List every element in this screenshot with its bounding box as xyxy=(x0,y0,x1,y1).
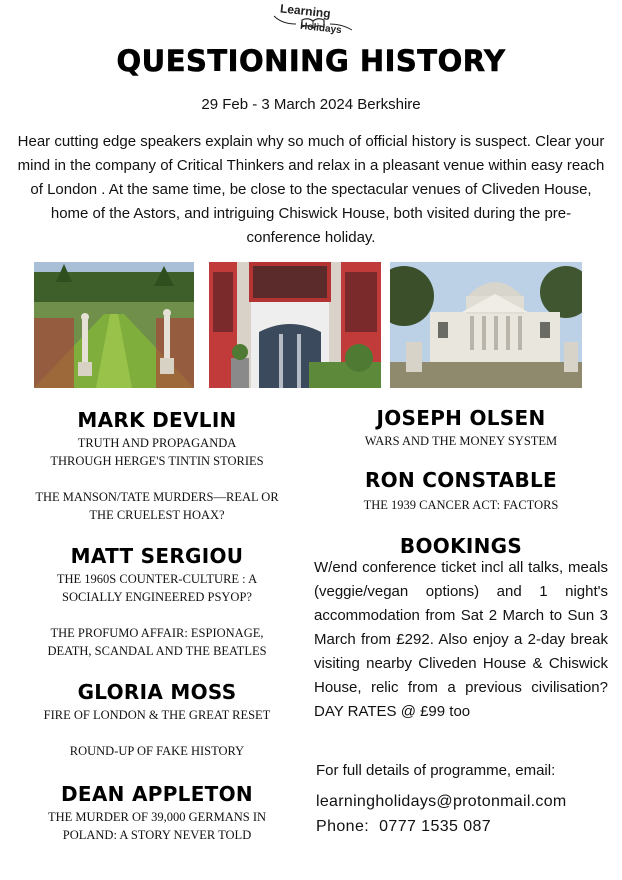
hotel-entrance-photo xyxy=(209,262,381,388)
talk-fire-of-london: FIRE OF LONDON & THE GREAT RESET xyxy=(43,708,271,722)
talk-money-system: WARS AND THE MONEY SYSTEM xyxy=(364,434,558,448)
date-location: 29 Feb - 3 March 2024 Berkshire xyxy=(201,96,421,113)
day-rates: DAY RATES @ £99 xyxy=(314,703,446,720)
speaker-matt-sergiou: MATT SERGIOU xyxy=(70,544,244,568)
phone-line xyxy=(316,818,491,836)
talk-profumo: THE PROFUMO AFFAIR: ESPIONAGE, DEATH, SCANDAL AND THE BEATLES xyxy=(47,626,267,658)
logo-line-2: Holidays xyxy=(299,20,343,37)
phone-label: Phone: xyxy=(316,818,370,835)
bookings-text-2: . Also enjoy a 2-day break visiting nearby Cliveden House & Chiswick House, relic from a previous civilisation? xyxy=(314,631,609,696)
talk-fake-history: ROUND-UP OF FAKE HISTORY xyxy=(69,744,245,758)
logo-line-1: Learning xyxy=(279,1,332,21)
speaker-ron-constable: RON CONSTABLE xyxy=(364,468,558,492)
bookings-details xyxy=(314,556,608,724)
bookings-text-1: W/end conference ticket incl all talks, meals (veggie/vegan options) and 1 night's accommodation from Sat 2 March to Sun 3 March xyxy=(314,559,608,648)
garden-photo xyxy=(34,262,194,388)
learning-holidays-logo xyxy=(272,2,354,40)
email-heading: For full details of programme, email: xyxy=(316,762,556,779)
talk-manson-tate: THE MANSON/TATE MURDERS—REAL OR THE CRUELEST HOAX? xyxy=(35,490,279,522)
talk-cancer-act: THE 1939 CANCER ACT: FACTORS xyxy=(363,498,559,512)
speaker-gloria-moss: GLORIA MOSS xyxy=(77,680,237,704)
phone-number[interactable]: 0777 1535 087 xyxy=(379,818,492,835)
talk-counter-culture: THE 1960S COUNTER-CULTURE : A SOCIALLY ENGINEERED PSYOP? xyxy=(56,572,258,604)
speaker-dean-appleton: DEAN APPLETON xyxy=(61,782,253,806)
bookings-heading: BOOKINGS xyxy=(399,534,523,558)
talk-tintin: TRUTH AND PROPAGANDA THROUGH HERGE'S TINTIN STORIES xyxy=(50,436,264,468)
email-address[interactable]: learningholidays@protonmail.com xyxy=(316,793,567,810)
chiswick-house-photo xyxy=(390,262,582,388)
page-title: QUESTIONING HISTORY xyxy=(116,44,506,78)
bookings-text-3: too xyxy=(445,703,471,720)
talk-poland: THE MURDER OF 39,000 GERMANS IN POLAND: A STORY NEVER TOLD xyxy=(47,810,267,842)
intro-paragraph: Hear cutting edge speakers explain why so much of official history is suspect. Clear your mind in the company of Critical Thinkers and relax in a pleasant venue within easy reach of London . At the same time, be close to the spectacular venues of Cliveden House, home of the Astors, and intriguing Chiswick House, both visited during the pre-conference holiday. xyxy=(17,133,605,246)
speaker-mark-devlin: MARK DEVLIN xyxy=(77,408,237,432)
speaker-joseph-olsen: JOSEPH OLSEN xyxy=(376,406,546,430)
price: from £292 xyxy=(361,631,430,648)
